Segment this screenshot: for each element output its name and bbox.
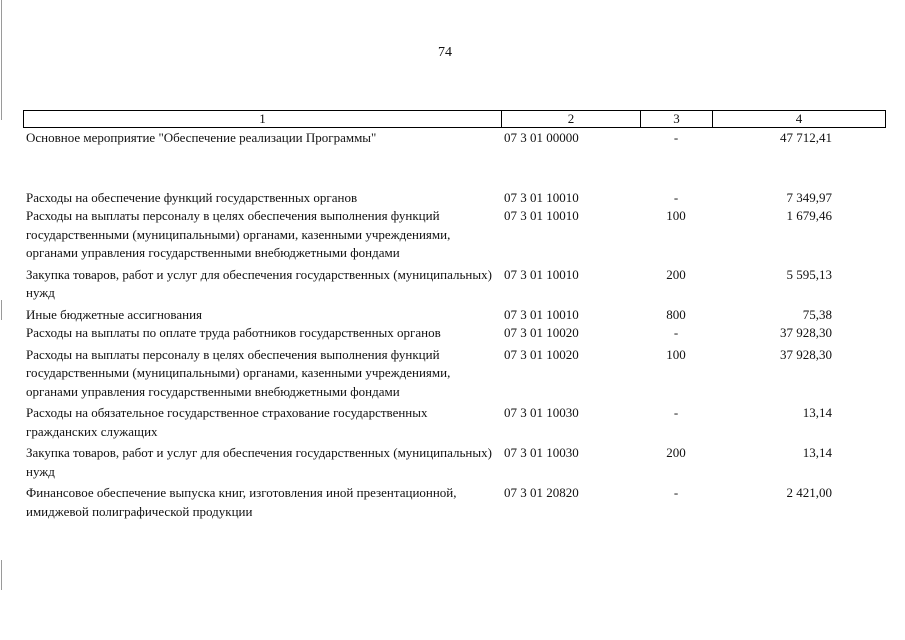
table-row [23, 346, 886, 402]
row-name: Закупка товаров, работ и услуг для обеспечения государственных (муниципальных) нужд [26, 445, 492, 479]
row-code: 07 3 01 10010 [504, 266, 579, 282]
row-code: 07 3 01 10030 [504, 445, 579, 460]
row-name: Расходы на выплаты персоналу в целях обеспечения выполнения функций государственными (муниципальными) органами, казенными учреждениями, органами управления государственными внебюджетными фондами [26, 208, 451, 260]
row-amount: 47 712,41 [780, 130, 832, 145]
row-expense-type: 800 [666, 306, 686, 322]
row-expense-type: - [673, 405, 679, 420]
row-expense-type: - [673, 485, 679, 500]
table-row [23, 207, 886, 263]
table-row [23, 129, 886, 148]
table-row [23, 444, 886, 481]
row-expense-type: - [673, 325, 679, 340]
row-expense-type: 200 [666, 445, 686, 460]
row-name: Иные бюджетные ассигнования [26, 306, 203, 322]
row-name: Закупка товаров, работ и услуг для обеспечения государственных (муниципальных) нужд [26, 266, 492, 300]
row-amount: 13,14 [802, 445, 832, 460]
row-name: Финансовое обеспечение выпуска книг, изготовления иной презентационной, имиджевой полиграфической продукции [26, 485, 457, 519]
table-row [23, 404, 886, 441]
table-body [23, 129, 886, 521]
table-row [23, 306, 886, 325]
margin-line [1, 300, 2, 320]
row-name: Расходы на выплаты по оплате труда работников государственных органов [26, 325, 441, 340]
row-code: 07 3 01 10010 [504, 189, 579, 205]
row-name: Расходы на обязательное государственное страхование государственных гражданских служащих [26, 405, 428, 439]
row-name: Расходы на выплаты персоналу в целях обеспечения выполнения функций государственными (муниципальными) органами, казенными учреждениями, органами управления государственными внебюджетными фондами [26, 346, 451, 399]
table-row [23, 484, 886, 521]
table-row [23, 189, 886, 208]
header-col-1: 1 [24, 111, 502, 127]
page-number: 74 [438, 45, 452, 60]
margin-line [1, 560, 2, 590]
row-amount: 37 928,30 [780, 325, 832, 340]
row-code: 07 3 01 00000 [504, 130, 579, 145]
row-name: Расходы на обеспечение функций государственных органов [26, 189, 358, 205]
row-expense-type: - [673, 130, 679, 145]
row-expense-type: - [673, 189, 679, 205]
row-code: 07 3 01 20820 [504, 485, 579, 500]
row-code: 07 3 01 10020 [504, 325, 579, 340]
row-code: 07 3 01 10010 [504, 306, 579, 322]
row-amount: 75,38 [802, 306, 832, 322]
row-expense-type: 200 [666, 266, 686, 282]
header-col-4: 4 [795, 111, 803, 126]
row-expense-type: 100 [666, 346, 686, 362]
row-expense-type: 100 [666, 208, 686, 223]
row-amount: 37 928,30 [780, 346, 832, 362]
header-col-3: 3 [641, 111, 713, 127]
row-amount: 5 595,13 [786, 266, 832, 282]
row-code: 07 3 01 10020 [504, 346, 579, 362]
row-amount: 1 679,46 [786, 208, 832, 223]
row-name: Основное мероприятие "Обеспечение реализации Программы" [26, 130, 377, 145]
row-amount: 2 421,00 [786, 485, 832, 500]
row-amount: 13,14 [802, 405, 832, 420]
table-header-row [23, 110, 886, 128]
table-row [23, 266, 886, 303]
table-row [23, 324, 886, 343]
row-amount: 7 349,97 [786, 189, 832, 205]
row-gap [23, 148, 886, 189]
row-code: 07 3 01 10010 [504, 208, 579, 223]
row-code: 07 3 01 10030 [504, 405, 579, 420]
header-col-2: 2 [502, 111, 641, 127]
